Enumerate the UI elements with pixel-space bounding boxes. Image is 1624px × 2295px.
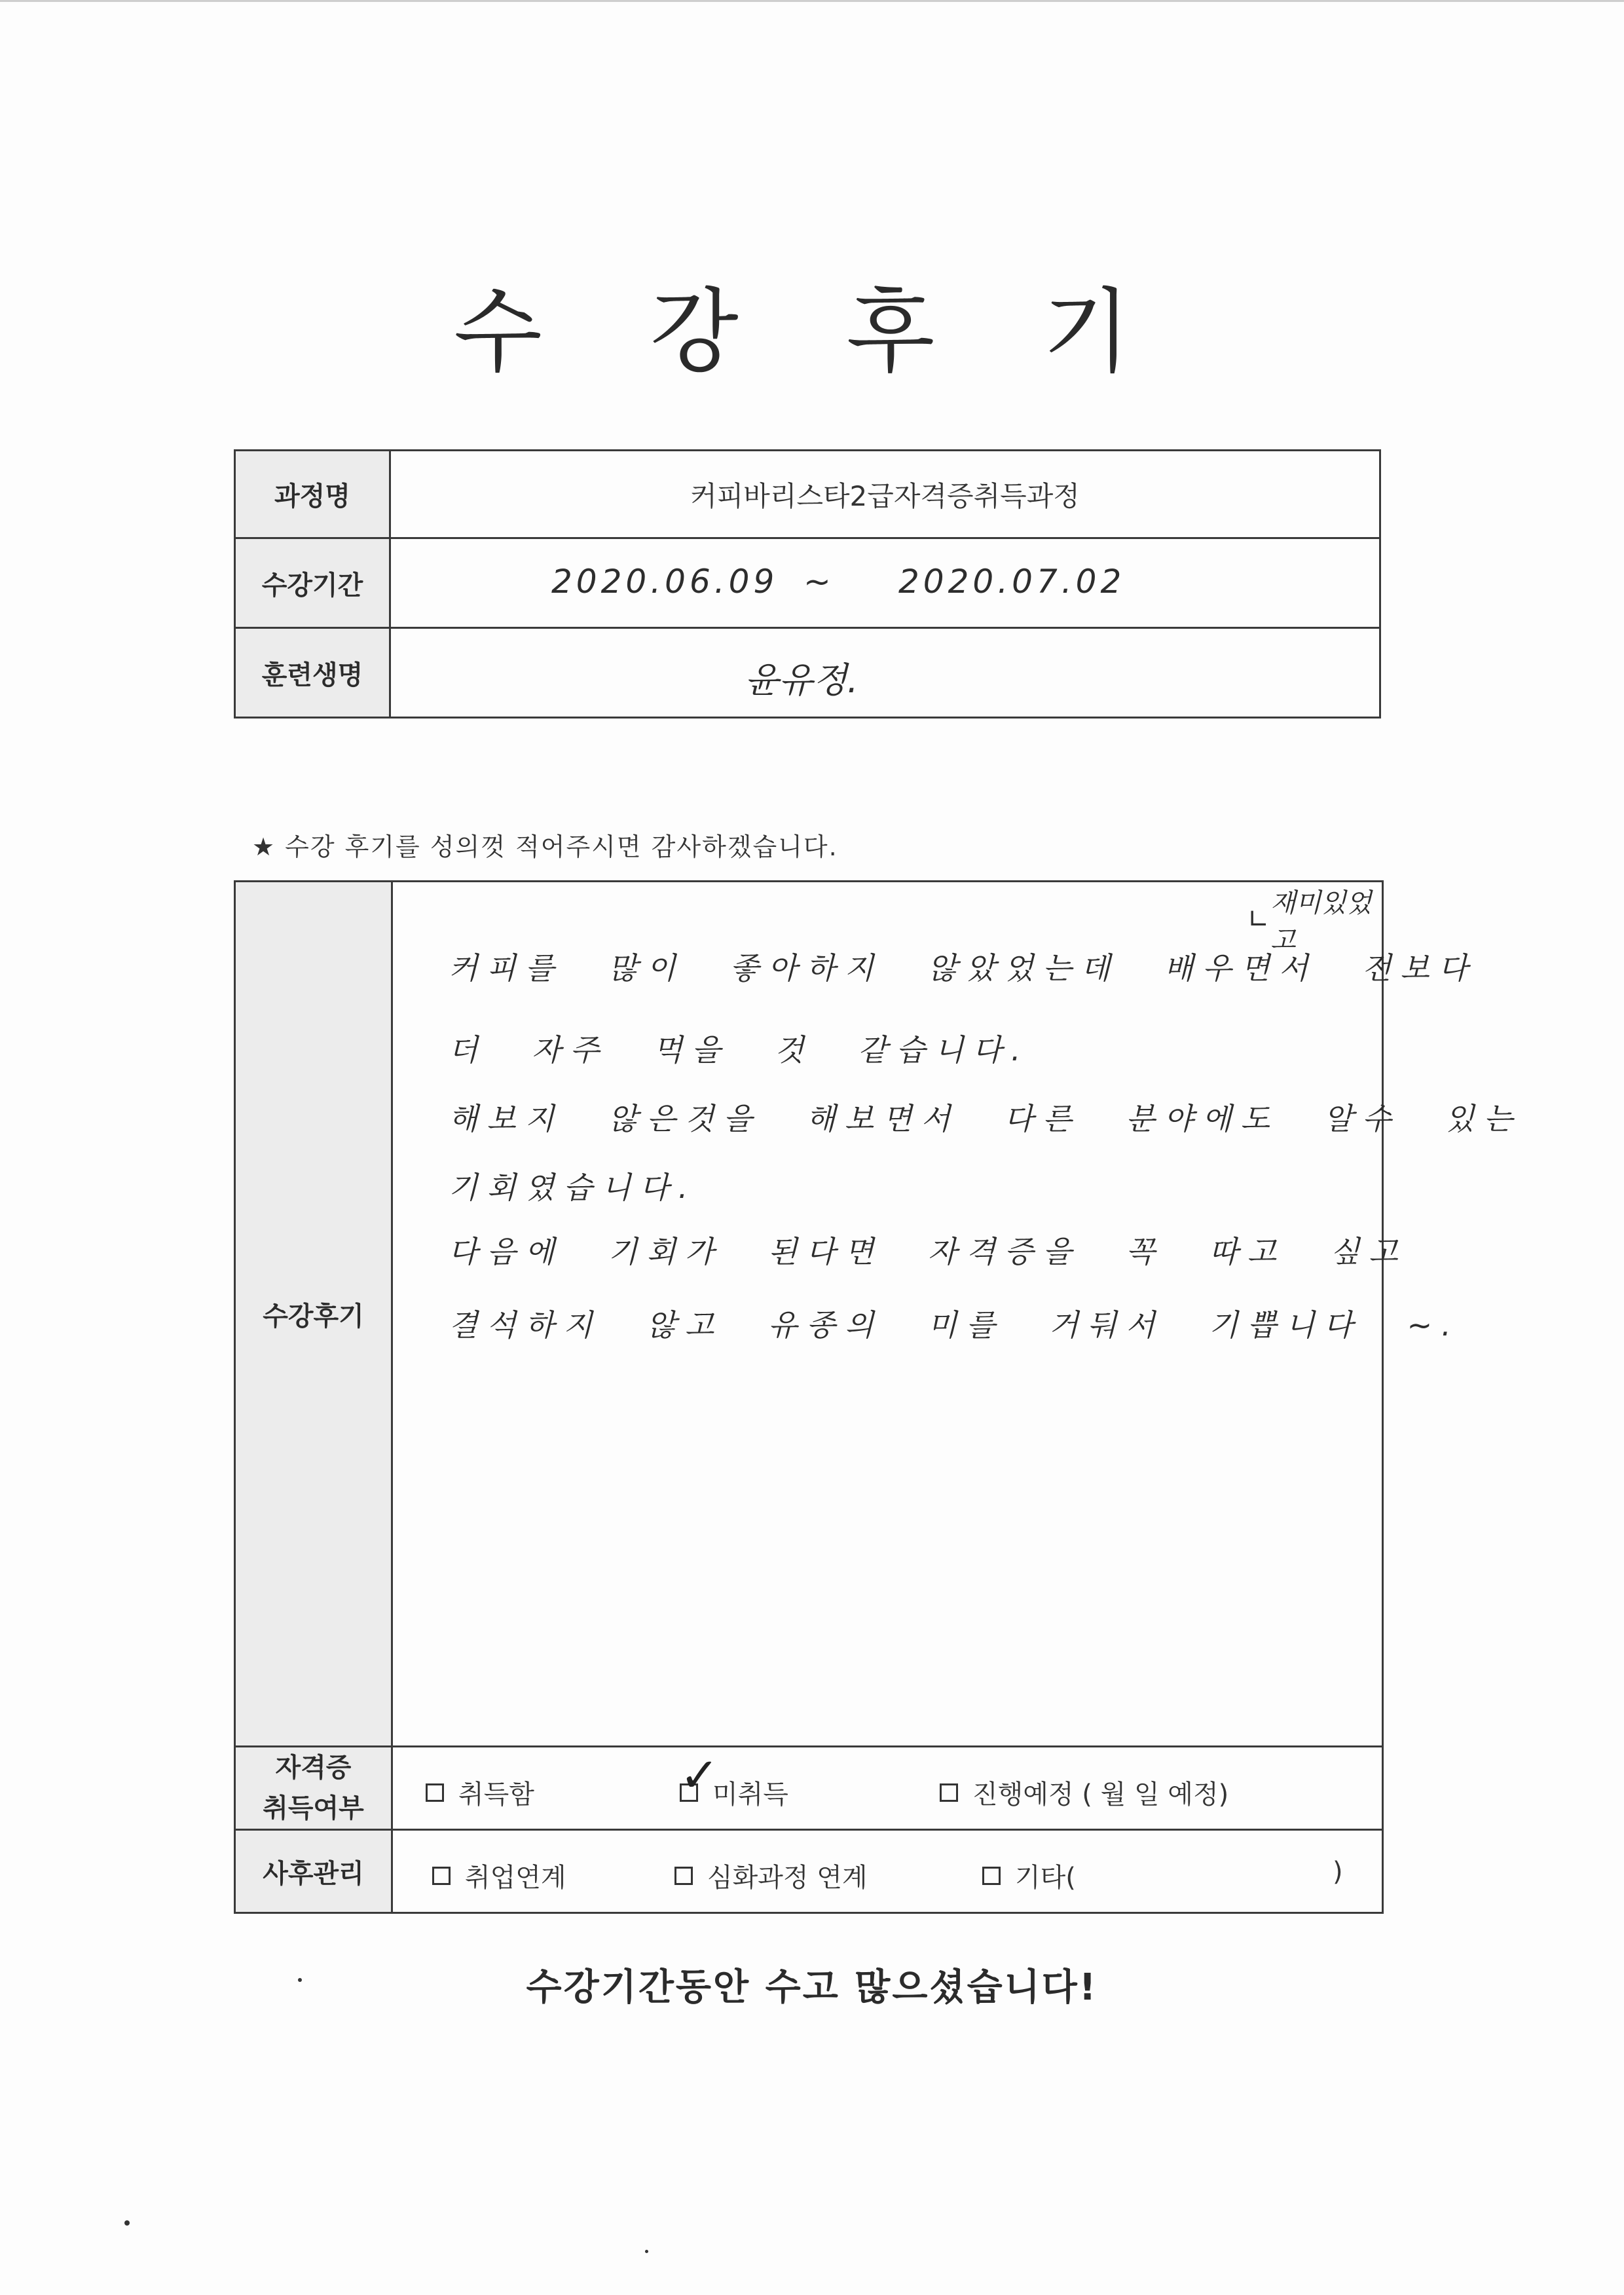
option-advanced-course[interactable]: 심화과정 연계 [674, 1857, 868, 1894]
review-line-6: 결석하지 않고 유종의 미를 거둬서 기쁩니다 ~. [449, 1307, 1460, 1343]
option-other[interactable]: 기타( [982, 1857, 1076, 1894]
period-separator: ~ [803, 563, 835, 601]
option-not-obtained[interactable]: 미취득 [680, 1774, 788, 1811]
review-row [235, 882, 1383, 1747]
scan-speck [124, 2220, 130, 2226]
trainee-name: 윤유정. [745, 660, 858, 701]
period-label: 수강기간 [235, 538, 390, 628]
certificate-label: 자격증 취득여부 [235, 1747, 392, 1830]
review-line-5: 다음에 기회가 된다면 자격증을 꼭 따고 싶고 [449, 1234, 1407, 1269]
period-start: 2020.06.09 [551, 563, 779, 601]
followup-row [235, 1830, 1383, 1913]
checkbox-planned[interactable] [940, 1783, 958, 1802]
review-line-2: 더 자주 먹을 것 같습니다. [449, 1032, 1030, 1068]
checkbox-other[interactable] [982, 1867, 1001, 1885]
course-label: 과정명 [235, 451, 390, 538]
checkbox-obtained[interactable] [426, 1783, 444, 1802]
trainee-label: 훈련생명 [235, 628, 390, 718]
period-row [235, 538, 1380, 628]
review-line-3: 해보지 않은것을 해보면서 다른 분야에도 알수 있는 [449, 1101, 1522, 1136]
trainee-row [235, 628, 1380, 718]
option-other-close: ) [1333, 1857, 1343, 1887]
followup-label: 사후관리 [235, 1830, 392, 1913]
page-title: 수 강 후 기 [453, 279, 1171, 386]
period-end: 2020.07.02 [898, 563, 1126, 601]
option-obtained[interactable]: 취득함 [426, 1774, 534, 1811]
review-line-1: 커피를 많이 좋아하지 않았었는데 배우면서 전보다 [449, 950, 1477, 986]
checkbox-advanced-course[interactable] [674, 1867, 693, 1885]
course-info-table [234, 449, 1381, 718]
checkbox-job-link[interactable] [432, 1867, 451, 1885]
certificate-row [235, 1747, 1383, 1830]
option-planned[interactable]: 진행예정 ( 월 일 예정) [940, 1774, 1228, 1811]
check-mark-icon: ✓ [680, 1747, 720, 1802]
scan-top-edge [0, 0, 1624, 2]
period-value [391, 539, 1379, 627]
review-table [234, 880, 1522, 1914]
review-text-area [392, 882, 1522, 1747]
inserted-text: 재미있었고 [1270, 888, 1372, 956]
instruction-note: ★ 수강 후기를 성의껏 적어주시면 감사하겠습니다. [252, 832, 838, 861]
review-line-4: 기회였습니다. [449, 1170, 697, 1205]
closing-message: 수강기간동안 수고 많으셨습니다! [526, 1966, 1098, 2009]
option-job-link[interactable]: 취업연계 [432, 1857, 566, 1894]
review-label: 수강후기 [235, 882, 392, 1747]
course-value: 커피바리스타2급자격증취득과정 [390, 451, 1380, 538]
course-row [235, 451, 1380, 538]
insert-caret: ∟ [1247, 905, 1270, 935]
scan-speck [298, 1978, 302, 1982]
scan-speck [645, 2250, 648, 2253]
